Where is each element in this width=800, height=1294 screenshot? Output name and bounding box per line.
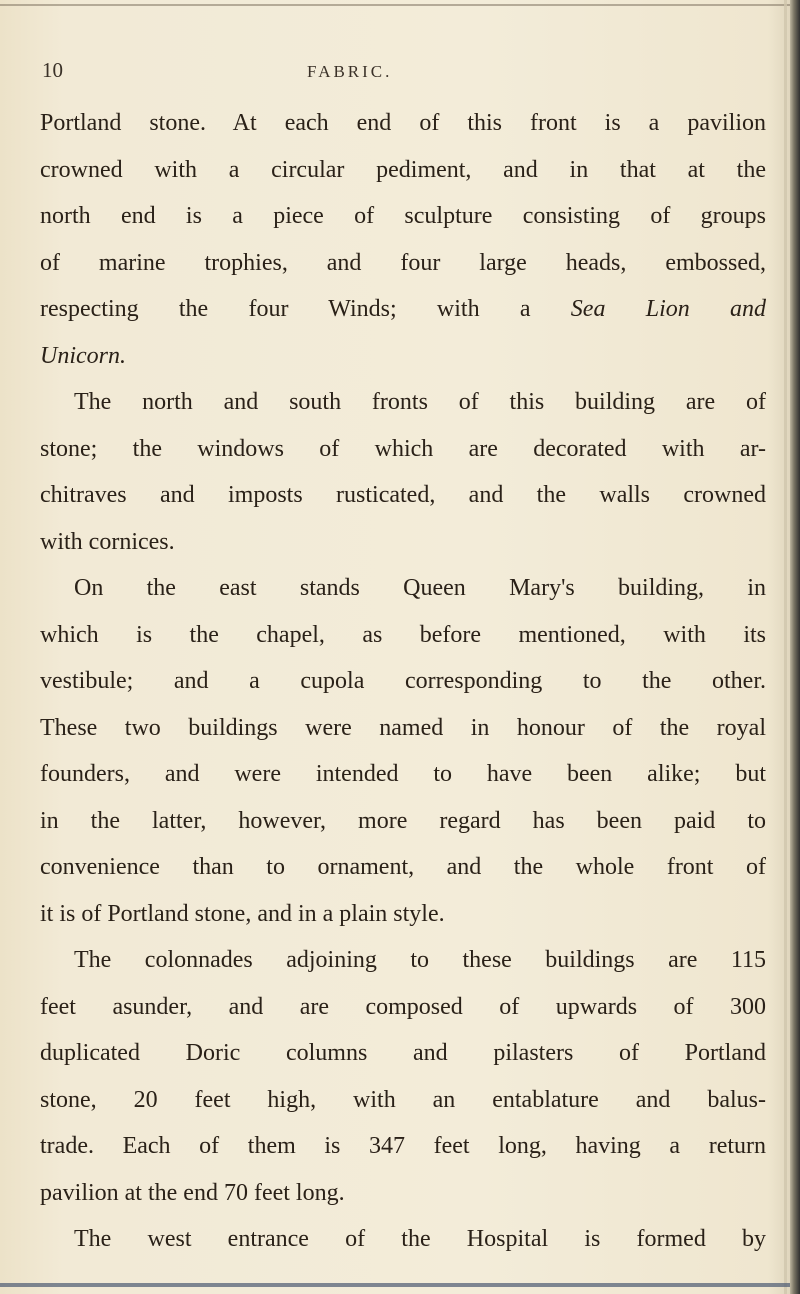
text-line: pavilion at the end 70 feet long.	[40, 1179, 345, 1206]
running-head: FABRIC.	[307, 62, 393, 81]
text-line: trade. Each of them is 347 feet long, having a return	[40, 1133, 766, 1159]
paragraph-2	[40, 379, 766, 565]
bottom-rule	[0, 1283, 790, 1287]
text-line: duplicated Doric columns and pilasters of Portland	[40, 1040, 766, 1066]
text-line: with cornices.	[40, 528, 175, 555]
text-line: north end is a piece of sculpture consisting of groups	[40, 203, 766, 229]
page-header	[40, 58, 780, 92]
text-line: The west entrance of the Hospital is formed by	[74, 1226, 766, 1252]
text-line: The north and south fronts of this building are of	[74, 389, 766, 415]
paragraph-5	[40, 1216, 766, 1263]
inner-page-edge	[784, 0, 787, 1294]
text-line: On the east stands Queen Mary's building, in	[74, 575, 766, 601]
text-line: feet asunder, and are composed of upwards of 300	[40, 993, 766, 1020]
line-text: respecting the four Winds; with a	[40, 296, 571, 322]
text-line: of marine trophies, and four large heads, embossed,	[40, 249, 766, 276]
text-line-italic: Unicorn.	[40, 342, 126, 369]
text-line: in the latter, however, more regard has been paid to	[40, 807, 766, 834]
text-line: stone; the windows of which are decorated with ar-	[40, 435, 766, 462]
paragraph-4	[40, 937, 766, 1216]
text-line: These two buildings were named in honour of the royal	[40, 714, 766, 741]
page-edge-shadow	[790, 0, 800, 1294]
text-line: vestibule; and a cupola corresponding to the other.	[40, 668, 766, 694]
text-line: which is the chapel, as before mentioned, with its	[40, 621, 766, 648]
top-rule	[0, 4, 790, 6]
text-line: chitraves and imposts rusticated, and the walls crowned	[40, 482, 766, 508]
text-line: it is of Portland stone, and in a plain style.	[40, 900, 445, 927]
body-text	[40, 100, 766, 1263]
text-line: convenience than to ornament, and the whole front of	[40, 854, 766, 880]
paragraph-1	[40, 100, 766, 379]
page-number: 10	[42, 58, 63, 82]
text-line: crowned with a circular pediment, and in that at the	[40, 156, 766, 183]
text-line-italic-mixed	[40, 286, 766, 333]
text-line: The colonnades adjoining to these buildings are 115	[74, 947, 766, 973]
paragraph-3	[40, 565, 766, 937]
text-line: stone, 20 feet high, with an entablature and balus-	[40, 1086, 766, 1113]
text-line: founders, and were intended to have been alike; but	[40, 761, 766, 787]
text-line: Portland stone. At each end of this front is a pavilion	[40, 110, 766, 136]
italic-phrase: Sea Lion and	[570, 296, 766, 322]
